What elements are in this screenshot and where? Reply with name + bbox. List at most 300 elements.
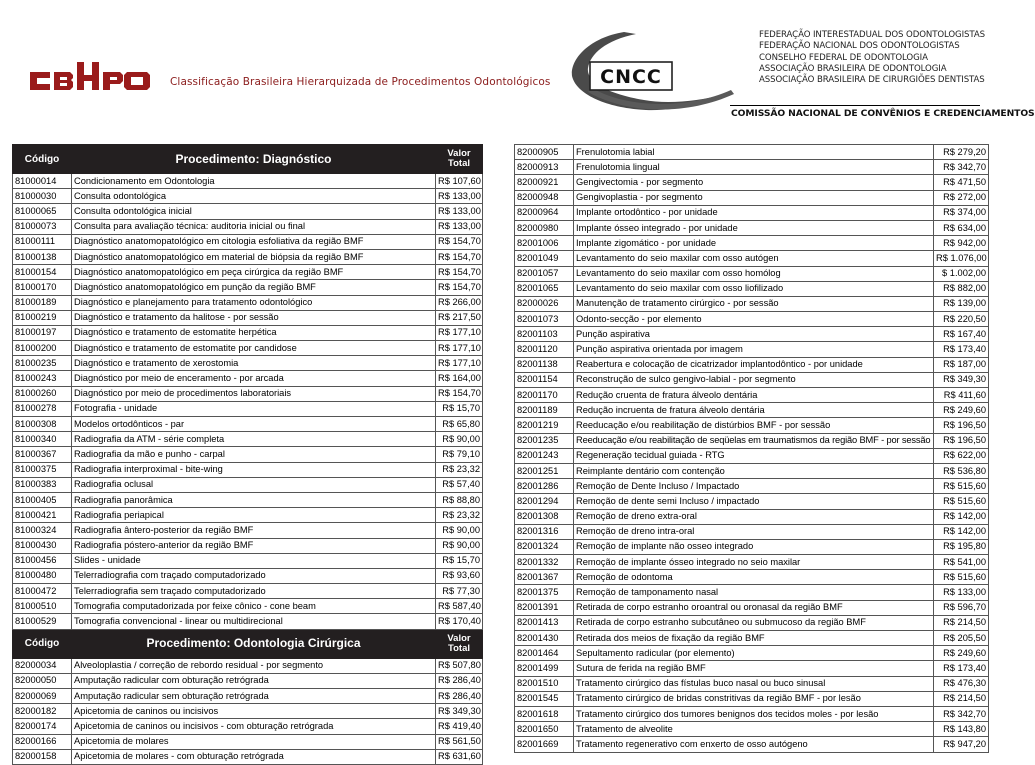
procedure-description: Consulta odontológica [72,189,436,204]
procedure-description: Frenulotomia lingual [574,160,934,175]
table-row [515,281,989,296]
procedure-code: 81000456 [13,553,72,568]
procedure-value: R$ 133,00 [436,219,483,234]
procedure-description: Apicetomia de molares [72,734,436,749]
table-row [515,615,989,630]
procedure-code: 82001294 [515,494,574,509]
organization-list [759,30,985,86]
table-row [515,190,989,205]
procedure-value: R$ 342,70 [934,706,989,721]
procedure-value: R$ 133,00 [934,585,989,600]
procedure-description: Diagnóstico e tratamento de xerostomia [72,356,436,371]
procedure-value: R$ 77,30 [436,584,483,599]
procedure-description: Remoção de odontoma [574,570,934,585]
procedure-description: Regeneração tecidual guiada - RTG [574,448,934,463]
procedure-code: 82001413 [515,615,574,630]
procedure-code: 82001219 [515,418,574,433]
procedure-code: 81000340 [13,432,72,447]
procedure-description: Apicetomia de caninos ou incisivos [72,704,436,719]
procedure-value: R$ 173,40 [934,342,989,357]
procedure-description: Remoção de dente semi Incluso / impactado [574,494,934,509]
procedure-value: R$ 249,60 [934,646,989,661]
table-row [515,463,989,478]
procedure-code: 82001103 [515,327,574,342]
procedure-value: R$ 196,50 [934,433,989,448]
procedure-code: 82001138 [515,357,574,372]
procedure-value: R$ 622,00 [934,448,989,463]
table-row [13,295,483,310]
procedure-value: R$ 90,00 [436,523,483,538]
value-header-line1: Valor [447,148,471,159]
procedure-value: R$ 631,60 [436,749,483,764]
procedure-code: 82000921 [515,175,574,190]
procedure-value: R$ 79,10 [436,447,483,462]
table-row [13,417,483,432]
procedure-description: Tratamento cirúrgico das fístulas buco nasal ou buco sinusal [574,676,934,691]
organization-name: ASSOCIAÇÃO BRASILEIRA DE CIRURGIÕES DENTISTAS [759,75,985,86]
procedure-code: 82001324 [515,539,574,554]
table-row [515,205,989,220]
procedure-description: Apicetomia de caninos ou incisivos - com obturação retrógrada [72,719,436,734]
procedure-code: 82000158 [13,749,72,764]
table-row [515,494,989,509]
table-row [515,145,989,160]
procedure-description: Remoção de Dente Incluso / Impactado [574,479,934,494]
procedure-description: Remoção de tamponamento nasal [574,585,934,600]
procedure-description: Odonto-secção - por elemento [574,312,934,327]
procedure-value: R$ 139,00 [934,296,989,311]
procedure-code: 82001154 [515,372,574,387]
procedure-code: 82001006 [515,236,574,251]
table-row [13,749,483,764]
procedure-value: R$ 349,30 [436,704,483,719]
procedure-code: 82001235 [515,433,574,448]
procedure-description: Diagnóstico anatomopatológico em punção da região BMF [72,280,436,295]
procedure-description: Telerradiografia sem traçado computadorizado [72,584,436,599]
table-row [13,401,483,416]
procedure-code: 82001464 [515,646,574,661]
procedure-code: 81000170 [13,280,72,295]
procedure-description: Diagnóstico e planejamento para tratamento odontológico [72,295,436,310]
procedure-value: $ 1.002,00 [934,266,989,281]
procedure-code: 82000948 [515,190,574,205]
table-row [515,372,989,387]
procedure-value: R$ 142,00 [934,524,989,539]
table-row [13,249,483,264]
procedure-description: Amputação radicular sem obturação retrógrada [72,689,436,704]
procedure-code: 81000430 [13,538,72,553]
procedure-code: 82001286 [515,479,574,494]
procedure-value: R$ 471,50 [934,175,989,190]
procedure-code: 82001545 [515,691,574,706]
procedure-value: R$ 286,40 [436,673,483,688]
procedure-code: 82001316 [515,524,574,539]
procedure-value: R$ 507,80 [436,658,483,673]
table-row [13,432,483,447]
procedure-code: 82001251 [515,463,574,478]
table-row [515,524,989,539]
procedure-description: Punção aspirativa orientada por imagem [574,342,934,357]
procedure-code: 82000964 [515,205,574,220]
table-row [13,584,483,599]
procedure-description: Diagnóstico por meio de procedimentos laboratoriais [72,386,436,401]
procedure-code: 82001073 [515,312,574,327]
value-header-line2: Total [448,158,470,169]
procedure-description: Fotografia - unidade [72,401,436,416]
procedure-value: R$ 173,40 [934,661,989,676]
table-row [13,189,483,204]
procedure-description: Retirada dos meios de fixação da região BMF [574,631,934,646]
procedure-code: 81000065 [13,204,72,219]
procedure-value: R$ 374,00 [934,205,989,220]
table-row [515,448,989,463]
table-row [13,310,483,325]
procedure-description: Diagnóstico e tratamento de estomatite por candidose [72,341,436,356]
procedure-value: R$ 476,30 [934,676,989,691]
procedure-value: R$ 515,60 [934,479,989,494]
procedure-value: R$ 154,70 [436,280,483,295]
organization-name: FEDERAÇÃO INTERESTADUAL DOS ODONTOLOGISTAS [759,30,986,40]
procedure-code: 81000197 [13,325,72,340]
value-header-line2: Total [448,642,470,654]
procedure-code: 81000324 [13,523,72,538]
procedure-code: 81000383 [13,477,72,492]
table-row [13,265,483,280]
table-row [515,175,989,190]
procedure-value: R$ 942,00 [934,236,989,251]
procedure-code: 81000243 [13,371,72,386]
procedure-code: 82001650 [515,722,574,737]
table-row [515,706,989,721]
procedure-description: Sutura de ferida na região BMF [574,661,934,676]
procedure-description: Condicionamento em Odontologia [72,174,436,189]
procedure-description: Remoção de dreno extra-oral [574,509,934,524]
table-row [13,447,483,462]
section-header [13,145,483,174]
table-row [13,174,483,189]
procedure-value: R$ 195,80 [934,539,989,554]
procedure-value: R$ 170,40 [436,614,483,629]
procedure-code: 82000905 [515,145,574,160]
table-row [13,325,483,340]
procedure-description: Diagnóstico e tratamento da halitose - por sessão [72,310,436,325]
table-row [515,251,989,266]
table-row [13,386,483,401]
procedure-value: R$ 1.076,00 [934,251,989,266]
table-row [13,508,483,523]
procedure-code: 81000219 [13,310,72,325]
procedure-value: R$ 154,70 [436,234,483,249]
table-row [13,462,483,477]
procedure-value: R$ 177,10 [436,341,483,356]
procedure-value: R$ 167,40 [934,327,989,342]
table-row [515,631,989,646]
procedure-description: Tratamento de alveolite [574,722,934,737]
table-row [515,722,989,737]
procedure-code: 81000529 [13,614,72,629]
procedure-description: Radiografia póstero-anterior da região BMF [72,538,436,553]
procedure-value: R$ 88,80 [436,492,483,507]
procedure-value: R$ 596,70 [934,600,989,615]
procedure-code: 81000278 [13,401,72,416]
procedure-value: R$ 541,00 [934,555,989,570]
procedure-description: Levantamento do seio maxilar com osso autógen [574,251,934,266]
table-row [13,356,483,371]
procedure-code: 81000154 [13,265,72,280]
procedure-value: R$ 154,70 [436,265,483,280]
table-row [13,553,483,568]
procedure-code: 82001391 [515,600,574,615]
procedure-value: R$ 133,00 [436,189,483,204]
organization-name: ASSOCIAÇÃO BRASILEIRA DE ODONTOLOGIA [759,63,947,74]
procedure-description: Tratamento cirúrgico de bridas constritivas da região BMF - por lesão [574,691,934,706]
table-row [13,568,483,583]
value-column-header [436,145,483,174]
procedure-description: Reeducação e/ou reabilitação de distúrbios BMF - por sessão [574,418,934,433]
organization-name: FEDERAÇÃO NACIONAL DOS ODONTOLOGISTAS [759,41,960,52]
procedure-code: 82000182 [13,704,72,719]
procedure-value: R$ 220,50 [934,312,989,327]
procedure-value: R$ 154,70 [436,386,483,401]
procedure-value: R$ 65,80 [436,417,483,432]
procedure-code: 81000375 [13,462,72,477]
procedure-code: 82000034 [13,658,72,673]
table-row [515,555,989,570]
table-row [515,509,989,524]
procedure-value: R$ 515,60 [934,570,989,585]
procedure-value: R$ 154,70 [436,249,483,264]
procedure-description: Reeducação e/ou reabilitação de seqüelas em traumatismos da região BMF - por sessão [574,433,934,448]
procedure-description: Radiografia da mão e punho - carpal [72,447,436,462]
procedure-value: R$ 882,00 [934,281,989,296]
procedure-code: 82001367 [515,570,574,585]
procedure-description: Tomografia convencional - linear ou multidirecional [72,614,436,629]
procedure-description: Radiografia ântero-posterior da região BMF [72,523,436,538]
procedure-description: Remoção de implante ósseo integrado no seio maxilar [574,555,934,570]
table-row [515,236,989,251]
procedure-description: Slides - unidade [72,553,436,568]
procedure-description: Levantamento do seio maxilar com osso liofilizado [574,281,934,296]
procedure-value: R$ 15,70 [436,553,483,568]
procedure-description: Reimplante dentário com contenção [574,463,934,478]
procedure-value: R$ 349,30 [934,372,989,387]
table-row [13,492,483,507]
section-header [13,629,483,658]
procedure-value: R$ 587,40 [436,599,483,614]
procedure-code: 82001065 [515,281,574,296]
procedure-value: R$ 419,40 [436,719,483,734]
table-row [13,704,483,719]
header-divider [730,105,980,106]
table-row [515,160,989,175]
procedure-code: 82001170 [515,388,574,403]
procedure-code: 82001120 [515,342,574,357]
procedure-code: 82001499 [515,661,574,676]
procedure-description: Radiografia periapical [72,508,436,523]
procedure-value: R$ 177,10 [436,325,483,340]
table-row [13,523,483,538]
procedure-description: Retirada de corpo estranho subcutâneo ou submucoso da região BMF [574,615,934,630]
procedure-description: Sepultamento radicular (por elemento) [574,646,934,661]
procedure-value: R$ 272,00 [934,190,989,205]
procedure-value: R$ 214,50 [934,691,989,706]
organization-name: CONSELHO FEDERAL DE ODONTOLOGIA [759,52,928,63]
procedure-value: R$ 107,60 [436,174,483,189]
right-procedure-table [514,144,989,753]
procedure-value: R$ 57,40 [436,477,483,492]
procedure-description: Frenulotomia labial [574,145,934,160]
procedure-code: 82001332 [515,555,574,570]
table-row [13,734,483,749]
cbhpo-logo-text: CBHPO [30,62,34,63]
procedure-code: 82000026 [515,296,574,311]
procedure-description: Levantamento do seio maxilar com osso homólog [574,266,934,281]
table-row [515,327,989,342]
table-row [13,280,483,295]
procedure-code: 81000014 [13,174,72,189]
table-row [515,418,989,433]
value-header-line1: Valor [447,632,471,644]
procedure-code: 82000174 [13,719,72,734]
procedure-description: Tratamento regenerativo com enxerto de osso autógeno [574,737,934,752]
table-row [13,599,483,614]
procedure-value: R$ 214,50 [934,615,989,630]
procedure-code: 81000189 [13,295,72,310]
procedure-code: 82001618 [515,706,574,721]
procedure-description: Tomografia computadorizada por feixe cônico - cone beam [72,599,436,614]
procedure-value: R$ 536,80 [934,463,989,478]
procedure-code: 81000138 [13,249,72,264]
table-row [515,646,989,661]
procedure-code: 82001430 [515,631,574,646]
procedure-description: Diagnóstico e tratamento de estomatite herpética [72,325,436,340]
table-row [13,234,483,249]
procedure-code: 82000069 [13,689,72,704]
procedure-code: 81000405 [13,492,72,507]
code-column-header: Código [13,629,72,658]
procedure-value: R$ 23,32 [436,508,483,523]
procedure-code: 81000073 [13,219,72,234]
procedure-description: Remoção de dreno intra-oral [574,524,934,539]
procedure-code: 81000480 [13,568,72,583]
cbhpo-subtitle: Classificação Brasileira Hierarquizada de Procedimentos Odontológicos [170,76,551,88]
procedure-description: Tratamento cirúrgico dos tumores benignos dos tecidos moles - por lesão [574,706,934,721]
table-row [515,403,989,418]
procedure-code: 81000472 [13,584,72,599]
procedure-description: Remoção de implante não osseo integrado [574,539,934,554]
table-row [515,585,989,600]
procedure-description: Reabertura e colocação de cicatrizador implantodôntico - por unidade [574,357,934,372]
section-title: Procedimento: Diagnóstico [72,145,436,174]
table-row [515,479,989,494]
procedure-description: Gengivectomia - por segmento [574,175,934,190]
table-row [13,477,483,492]
procedure-description: Consulta odontológica inicial [72,204,436,219]
table-row [515,676,989,691]
table-row [515,737,989,752]
procedure-value: R$ 411,60 [934,388,989,403]
procedure-code: 81000200 [13,341,72,356]
procedure-value: R$ 187,00 [934,357,989,372]
procedure-value: R$ 279,20 [934,145,989,160]
table-row [515,296,989,311]
procedure-description: Alveoloplastia / correção de rebordo residual - por segmento [72,658,436,673]
table-row [515,600,989,615]
code-column-header: Código [13,145,72,174]
table-row [515,357,989,372]
procedure-description: Diagnóstico anatomopatológico em peça cirúrgica da região BMF [72,265,436,280]
cbhpo-logo [30,62,158,94]
procedure-description: Diagnóstico por meio de enceramento - por arcada [72,371,436,386]
procedure-description: Implante ósseo integrado - por unidade [574,220,934,235]
procedure-value: R$ 142,00 [934,509,989,524]
procedure-value: R$ 23,32 [436,462,483,477]
procedure-code: 82001510 [515,676,574,691]
procedure-description: Diagnóstico anatomopatológico em material de biópsia da região BMF [72,249,436,264]
cncc-logo-text: CNCC [600,66,662,88]
procedure-code: 82001057 [515,266,574,281]
procedure-value: R$ 205,50 [934,631,989,646]
procedure-code: 81000510 [13,599,72,614]
procedure-value: R$ 93,60 [436,568,483,583]
procedure-description: Consulta para avaliação técnica: auditoria inicial ou final [72,219,436,234]
table-row [515,342,989,357]
procedure-description: Implante ortodôntico - por unidade [574,205,934,220]
procedure-code: 82001308 [515,509,574,524]
procedure-code: 81000030 [13,189,72,204]
table-row [515,661,989,676]
procedure-code: 81000421 [13,508,72,523]
procedure-code: 81000308 [13,417,72,432]
procedure-description: Diagnóstico anatomopatológico em citologia esfoliativa da região BMF [72,234,436,249]
procedure-value: R$ 342,70 [934,160,989,175]
procedure-code: 82000050 [13,673,72,688]
procedure-description: Telerradiografia com traçado computadorizado [72,568,436,583]
procedure-description: Redução incruenta de fratura álveolo dentária [574,403,934,418]
procedure-value: R$ 133,00 [436,204,483,219]
procedure-value: R$ 515,60 [934,494,989,509]
procedure-code: 82001189 [515,403,574,418]
section-title: Procedimento: Odontologia Cirúrgica [72,629,436,658]
procedure-description: Implante zigomático - por unidade [574,236,934,251]
table-row [515,388,989,403]
procedure-description: Manutenção de tratamento cirúrgico - por sessão [574,296,934,311]
value-column-header [436,629,483,658]
procedure-value: R$ 177,10 [436,356,483,371]
left-procedure-table [12,144,483,765]
procedure-code: 82001669 [515,737,574,752]
procedure-code: 81000111 [13,234,72,249]
procedure-value: R$ 266,00 [436,295,483,310]
table-row [515,433,989,448]
table-row [13,614,483,629]
procedure-description: Reconstrução de sulco gengivo-labial - por segmento [574,372,934,387]
table-row [13,673,483,688]
table-row [515,312,989,327]
table-row [515,570,989,585]
table-row [13,371,483,386]
procedure-value: R$ 15,70 [436,401,483,416]
procedure-value: R$ 164,00 [436,371,483,386]
procedure-value: R$ 143,80 [934,722,989,737]
procedure-description: Radiografia da ATM - série completa [72,432,436,447]
procedure-code: 81000235 [13,356,72,371]
table-row [515,266,989,281]
procedure-value: R$ 90,00 [436,432,483,447]
table-row [515,691,989,706]
procedure-description: Redução cruenta de fratura álveolo dentária [574,388,934,403]
procedure-description: Punção aspirativa [574,327,934,342]
